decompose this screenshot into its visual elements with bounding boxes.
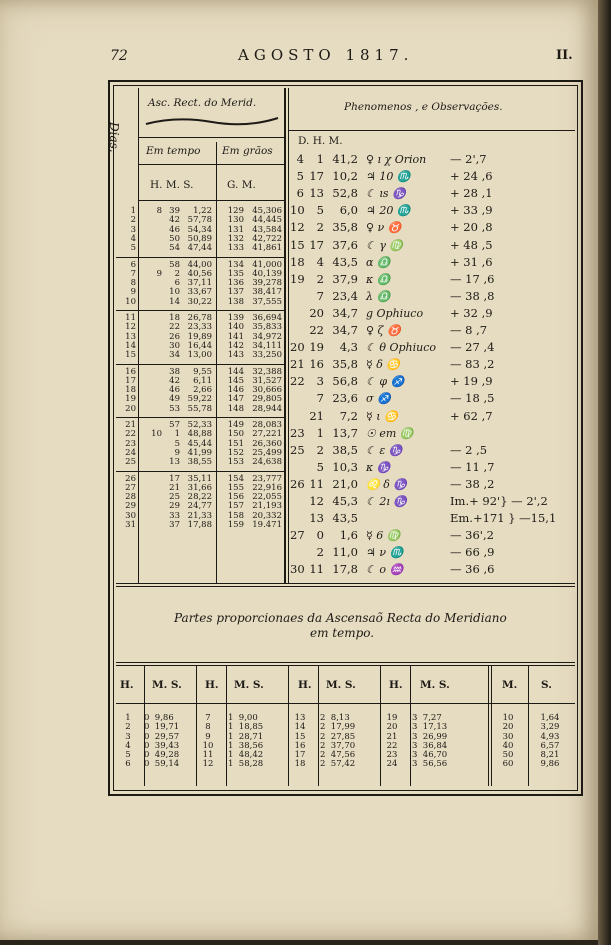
book-edge [598, 0, 611, 945]
event-cell: ☾ γ ♍ [366, 238, 404, 252]
minute-cell: 45,3 [332, 494, 358, 508]
minute-column: 38 42 46 49 53 [169, 366, 180, 414]
event-cell: ☿ 6 ♍ [366, 529, 401, 543]
value-cell: — 8 ,7 [450, 323, 488, 337]
event-cell: ☿ δ ♋ [366, 358, 401, 372]
divider [116, 586, 575, 587]
column-divider [488, 665, 489, 786]
hour-column: 1 2 3 4 5 6 [125, 713, 131, 770]
phenomenon-row [110, 513, 580, 529]
arcmin-column: 45,306 44,445 43,584 42,722 41,861 [252, 206, 282, 254]
event-cell: λ ♎ [366, 289, 391, 303]
day-column: 26 27 28 29 30 31 [125, 473, 136, 530]
degree-column: 139 140 141 142 143 [227, 313, 244, 361]
dias-label: Dias. [107, 122, 121, 153]
value-cell: + 33 ,9 [450, 203, 493, 218]
hour-cell: 4 [316, 254, 324, 269]
hour-cell: 0 [316, 528, 324, 543]
column-header: H. [389, 679, 403, 691]
value-cell: — 83 ,2 [450, 357, 495, 372]
minute-cell: 11,0 [332, 545, 358, 560]
value-cell: + 24 ,6 [450, 169, 493, 184]
value-cell: — 66 ,9 [450, 545, 495, 560]
day-cell: 21 [290, 357, 305, 372]
phenomenon-row [110, 442, 580, 461]
day-cell: 30 [290, 562, 305, 577]
page-title: AGOSTO 1817. [238, 46, 414, 64]
divider [116, 583, 575, 584]
hour-column: 9 [156, 268, 162, 279]
event-cell: ♀ ı χ Orion [366, 153, 427, 166]
phenomenon-row [110, 325, 580, 341]
minute-column: 57 1 5 9 13 [169, 420, 180, 468]
hour-cell: 17 [309, 237, 324, 252]
em-tempo-label: Em tempo [146, 145, 201, 157]
minute-cell: 34,7 [332, 323, 358, 337]
hour-cell: 7 [316, 391, 324, 406]
value-cell: + 48 ,5 [450, 237, 493, 252]
day-cell: 22 [290, 374, 305, 389]
column-header: S. [541, 679, 552, 691]
hour-cell: 11 [309, 476, 324, 491]
hour-cell: 5 [316, 459, 324, 474]
column-divider [410, 665, 411, 786]
bottom-title-line1: Partes proporcionaes da Ascensaõ Recta do Meridiano [174, 611, 507, 625]
minute-column: 39 42 46 50 54 [169, 206, 180, 254]
value-cell: — 2 ,5 [450, 442, 488, 457]
divider [116, 703, 575, 704]
column-header: M. S. [326, 679, 356, 691]
phenomenon-row [110, 425, 580, 444]
minute-cell: 23,4 [332, 288, 358, 303]
hour-cell: 2 [316, 545, 324, 560]
minsec-column: 1 9,00 1 18,85 1 28,71 1 38,56 1 48,42 1 58,28 [228, 713, 264, 770]
value-cell: — 18 ,5 [450, 391, 495, 406]
phenomenon-row [110, 237, 580, 256]
column-header: M. S. [234, 679, 264, 691]
hour-cell: 12 [309, 494, 324, 508]
event-cell: ☿ ι ♋ [366, 409, 398, 423]
second-column: 26,78 23,33 19,89 16,44 13,00 [187, 313, 212, 361]
phenomenon-row [110, 188, 580, 204]
arcmin-column: 41,000 40,139 39,278 38,417 37,555 [252, 259, 282, 307]
value-cell: — 38 ,2 [450, 476, 495, 491]
day-column: 11 12 13 14 15 [125, 313, 136, 361]
minute-cell: 35,8 [332, 357, 358, 372]
day-column: 6 7 8 9 10 [125, 259, 136, 307]
column-divider [288, 665, 289, 786]
phenomenon-row [110, 530, 580, 546]
minute-cell: 10,2 [332, 169, 358, 184]
phenomenon-row [110, 205, 580, 221]
column-divider [196, 665, 197, 786]
minute-column: 18 22 26 30 34 [169, 313, 180, 361]
minute-cell: 34,7 [332, 305, 358, 320]
degree-column: 134 135 136 137 138 [227, 259, 244, 307]
minute-cell: 41,2 [332, 152, 358, 166]
event-cell: ☾ θ Ophiuco [366, 341, 437, 355]
phenomenon-row [110, 222, 580, 238]
minute-cell: 35,8 [332, 220, 358, 235]
event-cell: ☾ 2ı ♑ [366, 495, 408, 508]
hour-column: 13 14 15 16 17 18 [294, 713, 306, 770]
day-cell: 27 [290, 528, 305, 543]
value-cell: — 17 ,6 [450, 271, 495, 286]
hour-column: 7 8 9 10 11 12 [202, 713, 214, 770]
minute-cell: 23,6 [332, 391, 358, 406]
phenomenon-row [110, 496, 580, 512]
phenomena-title: Phenomenos , e Observações. [344, 101, 503, 113]
phenomenon-row [110, 359, 580, 375]
second-column: 1,64 3,29 4,93 6,57 8,21 9,86 [540, 713, 560, 770]
day-cell: 19 [290, 271, 305, 286]
day-cell: 12 [290, 220, 305, 235]
arcmin-column: 36,694 35,833 34,972 34,111 33,250 [252, 313, 282, 361]
hour-cell: 16 [309, 357, 324, 372]
value-cell: + 28 ,1 [450, 186, 493, 201]
phenomenon-row [110, 408, 580, 427]
page-number: 72 [110, 48, 128, 64]
minute-cell: 10,3 [332, 459, 358, 474]
hms-label: H. M. S. [150, 179, 194, 191]
arcmin-column: 28,083 27,221 26,360 25,499 24,638 [252, 420, 282, 468]
hour-cell: 3 [316, 374, 324, 389]
phenomenon-row [110, 288, 580, 307]
minute-cell: 37,6 [332, 237, 358, 252]
column-divider [491, 665, 492, 786]
day-cell: 25 [290, 442, 305, 457]
phenomenon-row [110, 271, 580, 290]
phenomenon-row [110, 393, 580, 409]
minute-cell: 4,3 [339, 340, 358, 355]
day-cell: 20 [290, 340, 305, 355]
degree-column: 129 130 131 132 133 [227, 206, 244, 254]
divider [288, 130, 575, 131]
degree-column: 149 150 151 152 153 [227, 420, 244, 468]
minute-cell: 56,8 [332, 374, 358, 389]
hour-cell: 19 [309, 340, 324, 355]
value-cell: Im.+ 92'} — 2',2 [450, 494, 548, 508]
day-cell: 4 [296, 152, 304, 166]
divider [116, 665, 575, 666]
day-column: 1 2 3 4 5 [130, 206, 136, 254]
minsec-column: 3 7,27 3 17,13 3 26,99 3 36,84 3 46,70 3 56,56 [412, 713, 448, 770]
hour-cell: 2 [316, 220, 324, 235]
event-cell: ♀ ζ ♉ [366, 324, 401, 337]
phenomenon-row [110, 459, 580, 478]
phenomenon-row [110, 171, 580, 187]
value-cell: + 32 ,9 [450, 305, 493, 320]
value-cell: — 11 ,7 [450, 459, 495, 474]
minsec-column: 2 8,13 2 17,99 2 27,85 2 37,70 2 47,56 2 57,42 [320, 713, 356, 770]
day-column: 21 22 23 24 25 [125, 420, 136, 468]
value-cell: — 36 ,6 [450, 562, 495, 577]
hour-cell: 13 [309, 511, 324, 526]
minute-column: 10 20 30 40 50 60 [502, 713, 514, 770]
event-cell: ☾ ıs ♑ [366, 187, 406, 201]
hour-cell: 2 [316, 271, 324, 286]
phenomenon-row [110, 342, 580, 358]
event-cell: ♃ 10 ♏ [366, 170, 411, 184]
minute-cell: 6,0 [339, 203, 358, 218]
hour-cell: 1 [316, 152, 324, 166]
arcmin-column: 23,777 22,916 22,055 21,193 20,332 19.471 [252, 473, 282, 530]
minute-cell: 1,6 [339, 528, 358, 543]
column-divider [226, 665, 227, 786]
column-header: M. S. [420, 679, 450, 691]
value-cell: Em.+171 } —15,1 [450, 511, 557, 526]
em-graos-label: Em grãos [222, 145, 273, 157]
value-cell: + 31 ,6 [450, 254, 493, 269]
ornament-flourish [142, 114, 282, 130]
second-column: 1,22 57,78 54,34 50,89 47,44 [187, 206, 212, 254]
column-header: H. [120, 679, 134, 691]
event-cell: ☾ ο ♒ [366, 563, 404, 577]
hour-cell: 1 [316, 425, 324, 440]
value-cell: — 27 ,4 [450, 340, 495, 355]
day-cell: 26 [290, 476, 305, 491]
minute-cell: 21,0 [332, 476, 358, 491]
minute-cell: 7,2 [339, 408, 358, 423]
section-number: II. [556, 48, 573, 63]
day-cell: 10 [290, 203, 305, 218]
value-cell: — 38 ,8 [450, 288, 495, 303]
event-cell: ♌ δ ♑ [366, 477, 408, 491]
column-header: M. [502, 679, 518, 691]
day-cell: 18 [290, 254, 305, 269]
phenomenon-row [110, 564, 580, 580]
event-cell: ☉ em ♍ [366, 426, 414, 440]
day-cell: 23 [290, 425, 305, 440]
event-cell: ☾ φ ♐ [366, 375, 405, 389]
value-cell: + 62 ,7 [450, 408, 493, 423]
event-cell: κ ♎ [366, 272, 391, 286]
dhm-label: D. H. M. [298, 135, 343, 147]
divider [116, 662, 575, 663]
divider [138, 137, 284, 138]
minute-cell: 38,5 [332, 442, 358, 457]
asc-rect-label: Asc. Rect. do Merid. [148, 97, 257, 109]
column-divider [528, 665, 529, 786]
phenomenon-row [110, 305, 580, 324]
event-cell: ☾ ε ♑ [366, 443, 403, 457]
second-column: 35,11 31,66 28,22 24,77 21,33 17,88 [187, 473, 212, 530]
phenomenon-row [110, 254, 580, 273]
column-divider [380, 665, 381, 786]
hour-cell: 2 [316, 442, 324, 457]
event-cell: ♀ ν ♉ [366, 221, 402, 235]
minute-cell: 43,5 [332, 254, 358, 269]
minute-cell: 37,9 [332, 271, 358, 286]
value-cell: + 19 ,9 [450, 374, 493, 389]
second-column: 9,55 6,11 2,66 59,22 55,78 [187, 366, 212, 414]
day-column: 16 17 18 19 20 [125, 366, 136, 414]
phenomenon-row [110, 547, 580, 563]
minute-cell: 17,8 [332, 562, 358, 577]
hour-cell: 11 [309, 562, 324, 577]
column-header: M. S. [152, 679, 182, 691]
minute-cell: 52,8 [332, 186, 358, 201]
hour-cell: 13 [309, 186, 324, 201]
hour-cell: 22 [309, 323, 324, 337]
event-cell: σ ♐ [366, 392, 391, 406]
hour-column: 8 [156, 206, 162, 216]
phenomenon-row [110, 476, 580, 495]
minsec-column: 0 9,86 0 19,71 0 29,57 0 39,43 0 49,28 0 59,14 [144, 713, 180, 770]
hour-cell: 20 [309, 305, 324, 320]
hour-cell: 17 [309, 169, 324, 184]
event-cell: α ♎ [366, 255, 391, 269]
bottom-title-line2: em tempo. [310, 626, 375, 640]
degree-column: 154 155 156 157 158 159 [227, 473, 244, 530]
event-cell: κ ♑ [366, 460, 391, 474]
hour-column: 19 20 21 22 23 24 [386, 713, 398, 770]
column-header: H. [298, 679, 312, 691]
phenomenon-row [110, 154, 580, 170]
event-cell: ♃ 20 ♏ [366, 204, 411, 218]
day-cell: 6 [296, 186, 304, 201]
value-cell: — 2',7 [450, 152, 487, 166]
hour-cell: 21 [309, 408, 324, 423]
hour-cell: 7 [316, 288, 324, 303]
day-cell: 15 [290, 237, 305, 252]
value-cell: — 36',2 [450, 528, 494, 543]
minute-cell: 13,7 [332, 425, 358, 440]
second-column: 52,33 48,88 45,44 41,99 38,55 [187, 420, 212, 468]
hour-cell: 5 [316, 203, 324, 218]
gm-label: G. M. [227, 179, 256, 191]
event-cell: ♃ ν ♏ [366, 546, 404, 560]
arcmin-column: 32,388 31,527 30,666 29,805 28,944 [252, 366, 282, 414]
degree-column: 144 145 146 147 148 [227, 366, 244, 414]
second-column: 44,00 40,56 37,11 33,67 30,22 [187, 259, 212, 307]
event-cell: g Ophiuco [366, 306, 424, 320]
minute-cell: 43,5 [332, 511, 358, 526]
value-cell: + 20 ,8 [450, 220, 493, 235]
minute-column: 17 21 25 29 33 37 [169, 473, 180, 530]
almanac-table [108, 80, 583, 796]
phenomenon-row [110, 376, 580, 392]
column-divider [318, 665, 319, 786]
minute-column: 58 2 6 10 14 [169, 259, 180, 307]
hour-column: 10 [151, 429, 162, 440]
day-cell: 5 [296, 169, 304, 184]
column-header: H. [205, 679, 219, 691]
